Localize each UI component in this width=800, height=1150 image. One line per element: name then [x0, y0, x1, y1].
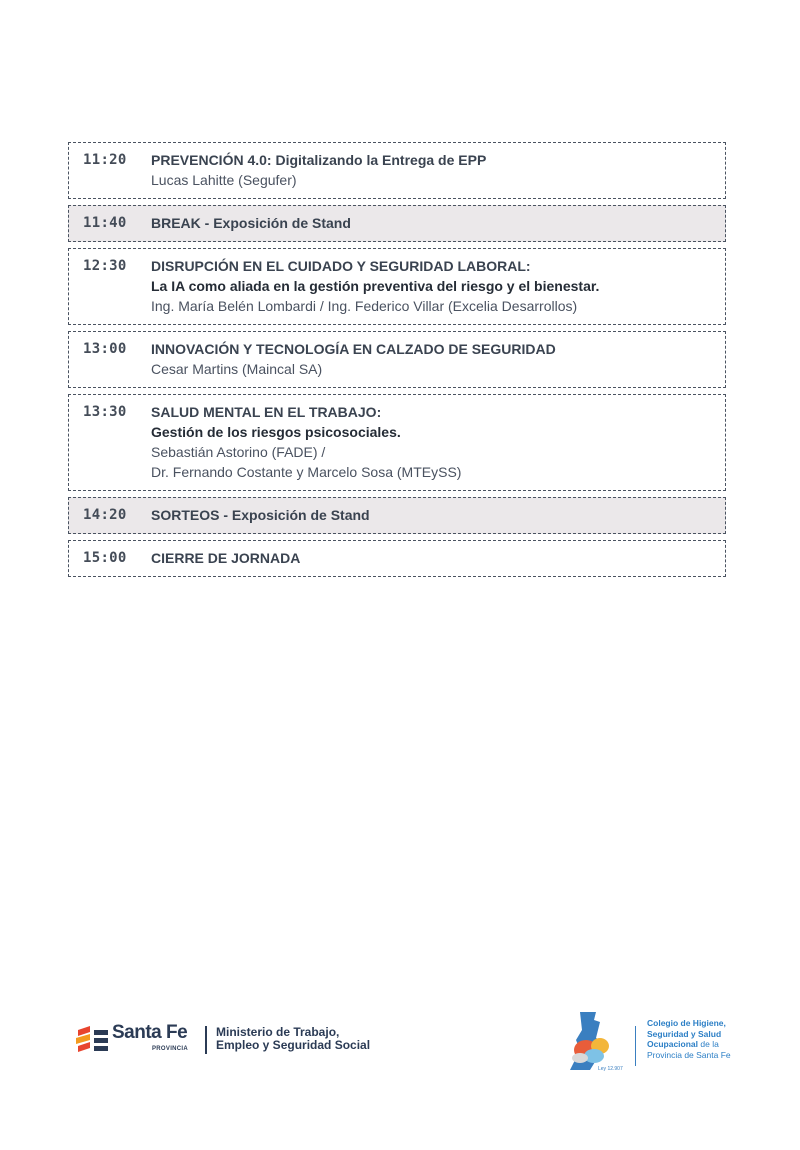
svg-text:Ley 12.907: Ley 12.907 [598, 1066, 623, 1072]
agenda-row [68, 497, 726, 534]
agenda-subtitle: La IA como aliada en la gestión preventiva del riesgo y el bienestar. [151, 278, 600, 294]
agenda-speaker: Lucas Lahitte (Segufer) [151, 172, 297, 188]
agenda-time: 12:30 [83, 258, 127, 274]
agenda-row [68, 331, 726, 388]
agenda-speaker: Cesar Martins (Maincal SA) [151, 361, 323, 377]
agenda-content [151, 213, 725, 233]
agenda-title: DISRUPCIÓN EN EL CUIDADO Y SEGURIDAD LABORAL: [151, 258, 531, 274]
agenda-speaker: Ing. María Belén Lombardi / Ing. Federico Villar (Excelia Desarrollos) [151, 298, 578, 314]
agenda-time: 13:30 [83, 404, 127, 420]
agenda-list [68, 142, 726, 583]
agenda-content [151, 339, 725, 379]
agenda-time: 15:00 [83, 550, 127, 566]
agenda-speaker: Sebastián Astorino (FADE) / [151, 444, 326, 460]
agenda-title: SALUD MENTAL EN EL TRABAJO: [151, 404, 382, 420]
colegio-logo-icon [566, 1010, 632, 1074]
agenda-time: 11:40 [83, 215, 127, 231]
agenda-time: 11:20 [83, 152, 127, 168]
agenda-row [68, 248, 726, 325]
agenda-row [68, 394, 726, 491]
santa-fe-wordmark: Santa Fe [112, 1022, 188, 1043]
agenda-speaker: Dr. Fernando Costante y Marcelo Sosa (MTEySS) [151, 464, 462, 480]
footer-divider [205, 1026, 207, 1054]
agenda-subtitle: Gestión de los riesgos psicosociales. [151, 424, 401, 440]
agenda-content [151, 256, 725, 316]
agenda-row [68, 205, 726, 242]
agenda-title: INNOVACIÓN Y TECNOLOGÍA EN CALZADO DE SEGURIDAD [151, 341, 556, 357]
colegio-divider [635, 1026, 636, 1066]
agenda-title: PREVENCIÓN 4.0: Digitalizando la Entrega de EPP [151, 152, 487, 168]
ministry-name: Ministerio de Trabajo, Empleo y Seguridad Social [216, 1025, 371, 1052]
agenda-title: CIERRE DE JORNADA [151, 550, 301, 566]
agenda-content [151, 150, 725, 190]
agenda-title: BREAK - Exposición de Stand [151, 215, 351, 231]
agenda-row [68, 540, 726, 577]
agenda-time: 14:20 [83, 507, 127, 523]
santa-fe-logo-icon [76, 1024, 112, 1056]
provincia-label: PROVINCIA [152, 1046, 189, 1052]
colegio-name: Colegio de Higiene, Seguridad y Salud Ocupacional de la Provincia de Santa Fe [647, 1018, 731, 1060]
agenda-time: 13:00 [83, 341, 127, 357]
agenda-content [151, 402, 725, 482]
agenda-content [151, 548, 725, 568]
agenda-title: SORTEOS - Exposición de Stand [151, 507, 370, 523]
footer [0, 1010, 800, 1080]
agenda-row [68, 142, 726, 199]
agenda-content [151, 505, 725, 525]
